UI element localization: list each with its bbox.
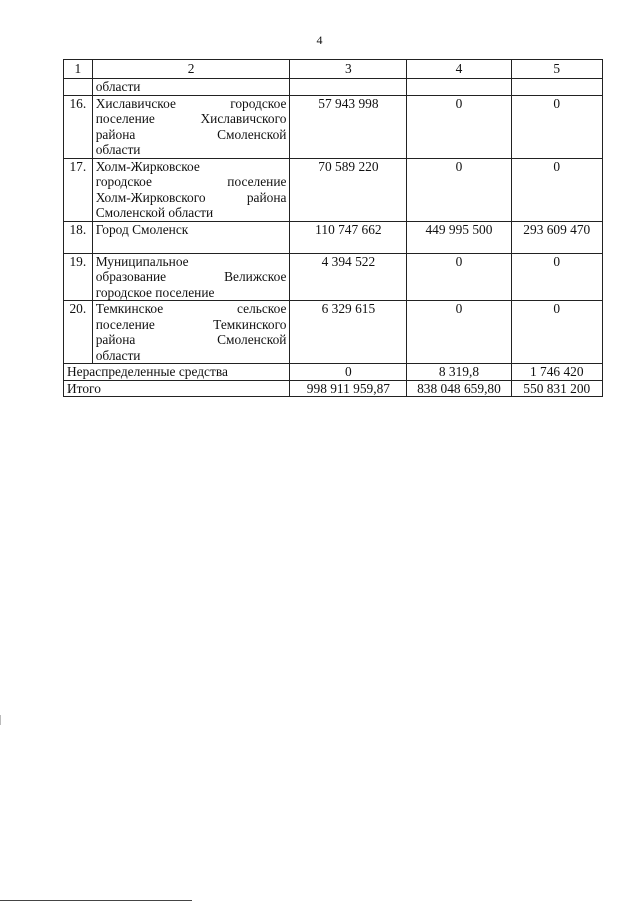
- undistributed-value-4: 8 319,8: [407, 364, 511, 381]
- table-row: [64, 253, 603, 301]
- row-name: Темкинское сельское поселение Темкинского района Смоленской области: [92, 301, 290, 364]
- footnote-rule: [0, 900, 192, 901]
- total-row: [64, 380, 603, 397]
- row-value-5: 0: [511, 301, 602, 364]
- header-cell-2: 2: [92, 60, 290, 79]
- row-name: Город Смоленск: [92, 221, 290, 253]
- table-row: [64, 301, 603, 364]
- row-value-5: 0: [511, 95, 602, 158]
- row-value-3: 57 943 998: [290, 95, 407, 158]
- undistributed-value-5: 1 746 420: [511, 364, 602, 381]
- row-value-3: 70 589 220: [290, 158, 407, 221]
- row-name: Хиславичское городское поселение Хиславичского района Смоленской области: [92, 95, 290, 158]
- row-value-5: 0: [511, 253, 602, 301]
- table-row: [64, 221, 603, 253]
- row-value-3: 6 329 615: [290, 301, 407, 364]
- row-number: 17.: [64, 158, 93, 221]
- table-row: [64, 95, 603, 158]
- total-label: Итого: [64, 380, 290, 397]
- header-cell-4: 4: [407, 60, 511, 79]
- scan-margin-mark: [0, 715, 1, 725]
- row-value-3: 4 394 522: [290, 253, 407, 301]
- page-number: 4: [316, 33, 323, 47]
- row-value-3: 110 747 662: [290, 221, 407, 253]
- row-name: Муниципальное образование Велижское городское поселение: [92, 253, 290, 301]
- header-cell-5: 5: [511, 60, 602, 79]
- row-number: 20.: [64, 301, 93, 364]
- total-value-4: 838 048 659,80: [407, 380, 511, 397]
- row-number: 16.: [64, 95, 93, 158]
- header-cell-1: 1: [64, 60, 93, 79]
- row-value-5: 293 609 470: [511, 221, 602, 253]
- table-row: [64, 158, 603, 221]
- row-name: Холм-Жирковское городское поселение Холм-Жирковского района Смоленской области: [92, 158, 290, 221]
- undistributed-row: [64, 364, 603, 381]
- continuation-row: [64, 79, 603, 96]
- row-value-4: 449 995 500: [407, 221, 511, 253]
- row-value-5: 0: [511, 158, 602, 221]
- row-number: 19.: [64, 253, 93, 301]
- row-value-4: 0: [407, 253, 511, 301]
- continuation-name: области: [92, 79, 290, 96]
- undistributed-label: Нераспределенные средства: [64, 364, 290, 381]
- total-value-3: 998 911 959,87: [290, 380, 407, 397]
- total-value-5: 550 831 200: [511, 380, 602, 397]
- row-value-4: 0: [407, 301, 511, 364]
- table-header-row: [64, 60, 603, 79]
- undistributed-value-3: 0: [290, 364, 407, 381]
- row-number: 18.: [64, 221, 93, 253]
- row-value-4: 0: [407, 158, 511, 221]
- header-cell-3: 3: [290, 60, 407, 79]
- row-value-4: 0: [407, 95, 511, 158]
- budget-table: [63, 59, 603, 397]
